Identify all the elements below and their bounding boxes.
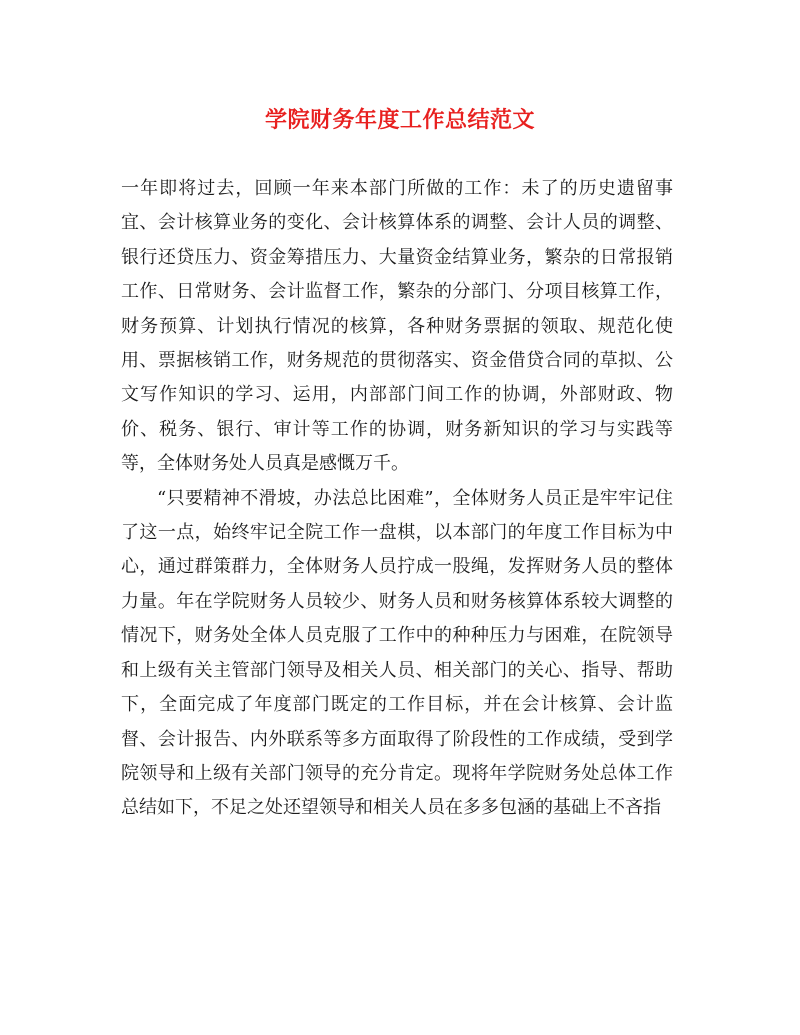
document-title: 学院财务年度工作总结范文 bbox=[264, 107, 535, 133]
paragraph-1: 一年即将过去，回顾一年来本部门所做的工作：未了的历史遗留事宜、会计核算业务的变化、会计核算体系的调整、会计人员的调整、银行还贷压力、资金筹措压力、大量资金结算业务，繁杂的日常报销工作、日常财务、会计监督工作，繁杂的分部门、分项目核算工作，财务预算、计划执行情况的核算，各种财务票据的领取、规范化使用、票据核销工作，财务规范的贯彻落实、资金借贷合同的草拟、公文写作知识的学习、运用，内部部门间工作的协调，外部财政、物价、税务、银行、审计等工作的协调，财务新知识的学习与实践等等，全体财务处人员真是感慨万千。 bbox=[121, 178, 673, 475]
paragraph-2: “只要精神不滑坡，办法总比困难”，全体财务人员正是牢牢记住了这一点，始终牢记全院工作一盘棋，以本部门的年度工作目标为中心，通过群策群力，全体财务人员拧成一股绳，发挥财务人员的整体力量。年在学院财务人员较少、财务人员和财务核算体系较大调整的情况下，财务处全体人员克服了工作中的种种压力与困难，在院领导和上级有关主管部门领导及相关人员、相关部门的关心、指导、帮助下，全面完成了年度部门既定的工作目标，并在会计核算、会计监督、会计报告、内外联系等多方面取得了阶段性的工作成绩，受到学院领导和上级有关部门领导的充分肯定。现将年学院财务处总体工作总结如下，不足之处还望领导和相关人员在多多包涵的基础上不吝指 bbox=[121, 487, 673, 819]
document-body bbox=[121, 172, 673, 826]
